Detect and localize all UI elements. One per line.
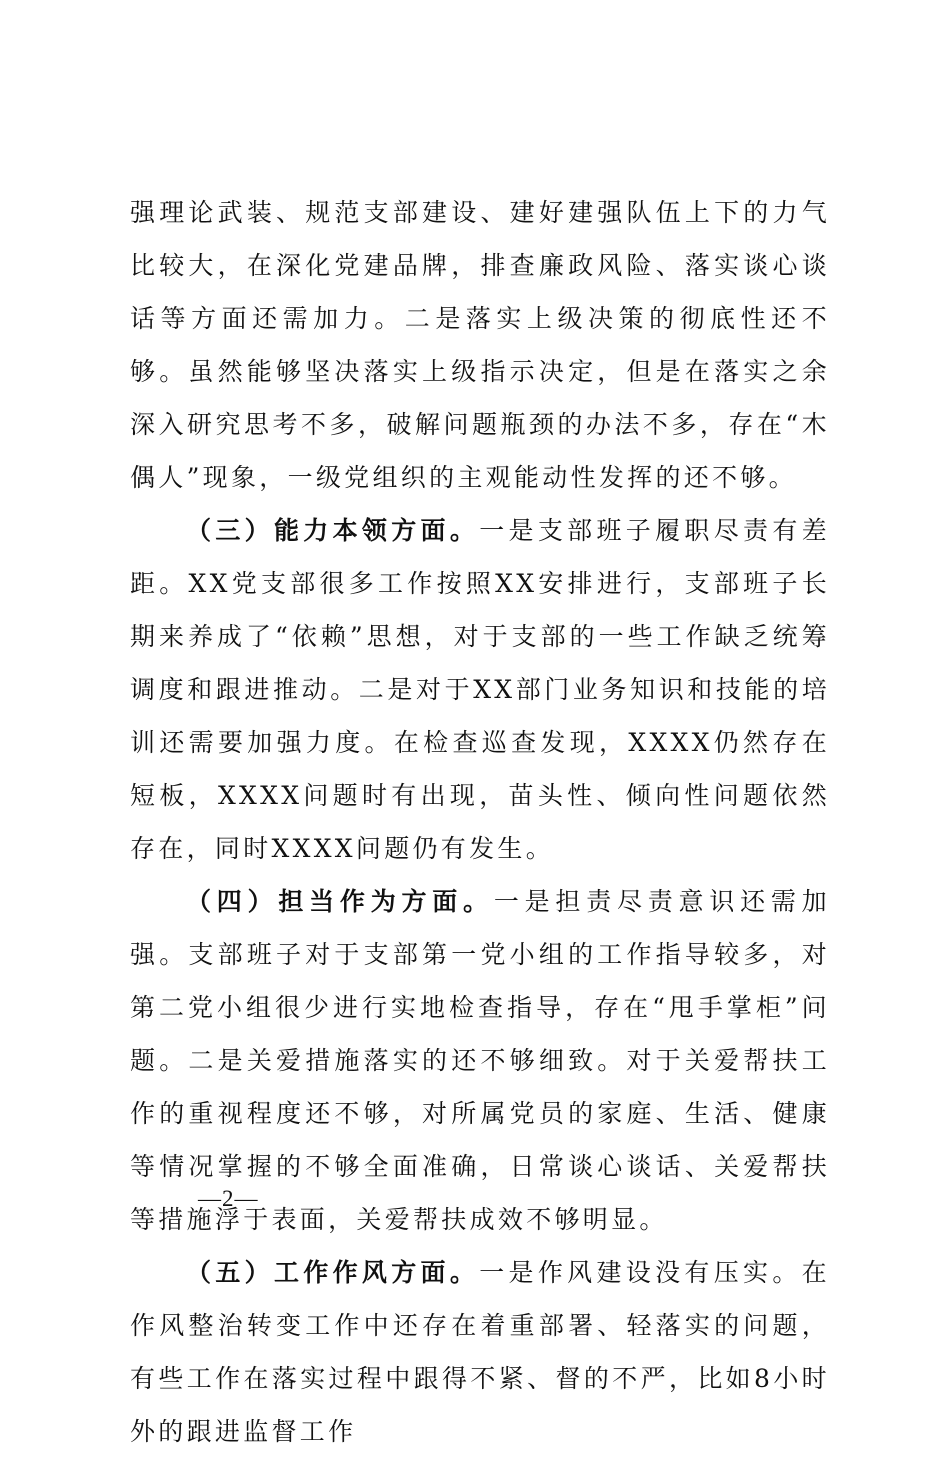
paragraph-text: 一是支部班子履职尽责有差距。XX党支部很多工作按照XX安排进行，支部班子长期来养成了“依赖”思想，对于支部的一些工作缺乏统筹调度和跟进推动。二是对于XX部门业务知识和技能的培训还需要加强力度。在检查巡查发现，XXXX仍然存在短板，XXXX问题时有出现，苗头性、倾向性问题依然存在，同时XXXX问题仍有发生。: [130, 516, 830, 863]
paragraph-continuation: [130, 186, 830, 504]
section-heading-work-style: （五）工作作风方面。: [186, 1258, 480, 1287]
section-heading-responsibility: （四）担当作为方面。: [186, 887, 494, 916]
paragraph-work-style: [130, 1246, 830, 1458]
paragraph-text: 一是作风建设没有压实。在作风整治转变工作中还存在着重部署、轻落实的问题，有些工作在落实过程中跟得不紧、督的不严，比如8小时外的跟进监督工作: [130, 1258, 830, 1446]
paragraph-text: 一是担责尽责意识还需加强。支部班子对于支部第一党小组的工作指导较多，对第二党小组很少进行实地检查指导，存在“甩手掌柜”问题。二是关爱措施落实的还不够细致。对于关爱帮扶工作的重视程度还不够，对所属党员的家庭、生活、健康等情况掌握的不够全面准确，日常谈心谈话、关爱帮扶等措施浮于表面，关爱帮扶成效不够明显。: [130, 887, 830, 1234]
page-number: —2—: [198, 1186, 259, 1211]
paragraph-text: 强理论武装、规范支部建设、建好建强队伍上下的力气比较大，在深化党建品牌，排查廉政风险、落实谈心谈话等方面还需加力。二是落实上级决策的彻底性还不够。虽然能够坚决落实上级指示决定，但是在落实之余深入研究思考不多，破解问题瓶颈的办法不多，存在“木偶人”现象，一级党组织的主观能动性发挥的还不够。: [130, 198, 830, 492]
paragraph-ability: [130, 504, 830, 875]
document-body: [130, 186, 830, 1458]
section-heading-ability: （三）能力本领方面。: [186, 516, 480, 545]
